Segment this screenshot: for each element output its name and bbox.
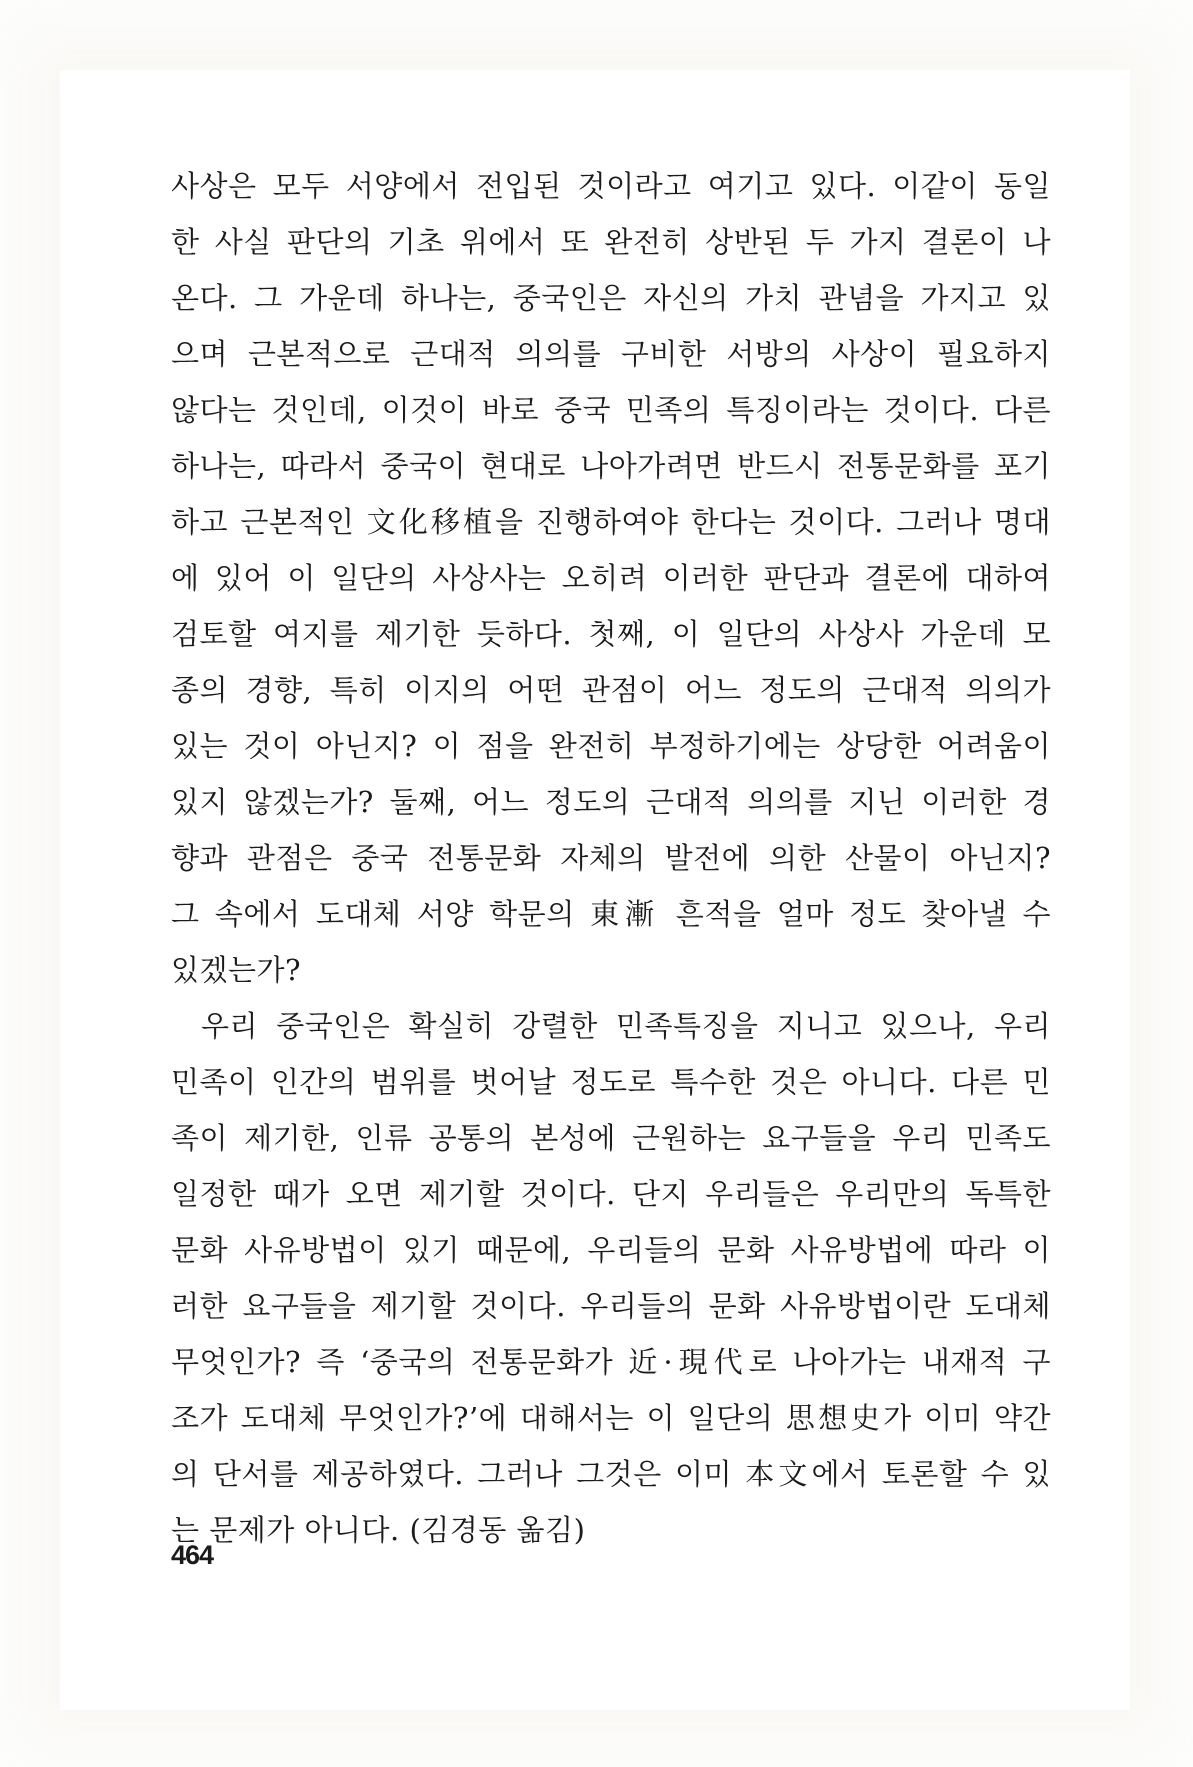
text-line: 무엇인가? 즉 ‘중국의 전통문화가 近·現代로 나아가는 내재적 구: [171, 1345, 1051, 1379]
text-line: 있겠는가?: [171, 953, 302, 987]
text-line: 러한 요구들을 제기할 것이다. 우리들의 문화 사유방법이란 도대체: [171, 1289, 1051, 1323]
text-line: 향과 관점은 중국 전통문화 자체의 발전에 의한 산물이 아닌지?: [171, 841, 1051, 875]
paragraph-2: [171, 998, 1051, 1558]
text-line: 하고 근본적인 文化移植을 진행하여야 한다는 것이다. 그러나 명대: [171, 505, 1051, 539]
text-line: 으며 근본적으로 근대적 의의를 구비한 서방의 사상이 필요하지: [171, 337, 1051, 371]
text-line: 한 사실 판단의 기초 위에서 또 완전히 상반된 두 가지 결론이 나: [171, 225, 1051, 259]
text-line: 온다. 그 가운데 하나는, 중국인은 자신의 가치 관념을 가지고 있: [171, 281, 1051, 315]
text-line: 일정한 때가 오면 제기할 것이다. 단지 우리들은 우리만의 독특한: [171, 1177, 1051, 1211]
text-line: 는 문제가 아니다. (김경동 옮김): [171, 1513, 586, 1547]
text-line: 사상은 모두 서양에서 전입된 것이라고 여기고 있다. 이같이 동일: [171, 169, 1051, 203]
text-line: 에 있어 이 일단의 사상사는 오히려 이러한 판단과 결론에 대하여: [171, 561, 1051, 595]
text-line: 종의 경향, 특히 이지의 어떤 관점이 어느 정도의 근대적 의의가: [171, 673, 1051, 707]
paragraph-1: [171, 158, 1051, 998]
text-line: 그 속에서 도대체 서양 학문의 東漸 흔적을 얼마 정도 찾아낼 수: [171, 897, 1051, 931]
text-line: 문화 사유방법이 있기 때문에, 우리들의 문화 사유방법에 따라 이: [171, 1233, 1051, 1267]
page-number: 464: [171, 1540, 214, 1570]
text-line: 있는 것이 아닌지? 이 점을 완전히 부정하기에는 상당한 어려움이: [171, 729, 1051, 763]
text-line: 검토할 여지를 제기한 듯하다. 첫째, 이 일단의 사상사 가운데 모: [171, 617, 1051, 651]
text-line: 우리 중국인은 확실히 강렬한 민족특징을 지니고 있으나, 우리: [201, 1009, 1051, 1043]
text-line: 않다는 것인데, 이것이 바로 중국 민족의 특징이라는 것이다. 다른: [171, 393, 1051, 427]
text-line: 조가 도대체 무엇인가?’에 대해서는 이 일단의 思想史가 이미 약간: [171, 1401, 1051, 1435]
text-line: 있지 않겠는가? 둘째, 어느 정도의 근대적 의의를 지닌 이러한 경: [171, 785, 1051, 819]
text-line: 족이 제기한, 인류 공통의 본성에 근원하는 요구들을 우리 민족도: [171, 1121, 1051, 1155]
text-line: 하나는, 따라서 중국이 현대로 나아가려면 반드시 전통문화를 포기: [171, 449, 1051, 483]
body-text: [171, 158, 1051, 1558]
text-line: 의 단서를 제공하였다. 그러나 그것은 이미 本文에서 토론할 수 있: [171, 1457, 1051, 1491]
text-line: 민족이 인간의 범위를 벗어날 정도로 특수한 것은 아니다. 다른 민: [171, 1065, 1051, 1099]
